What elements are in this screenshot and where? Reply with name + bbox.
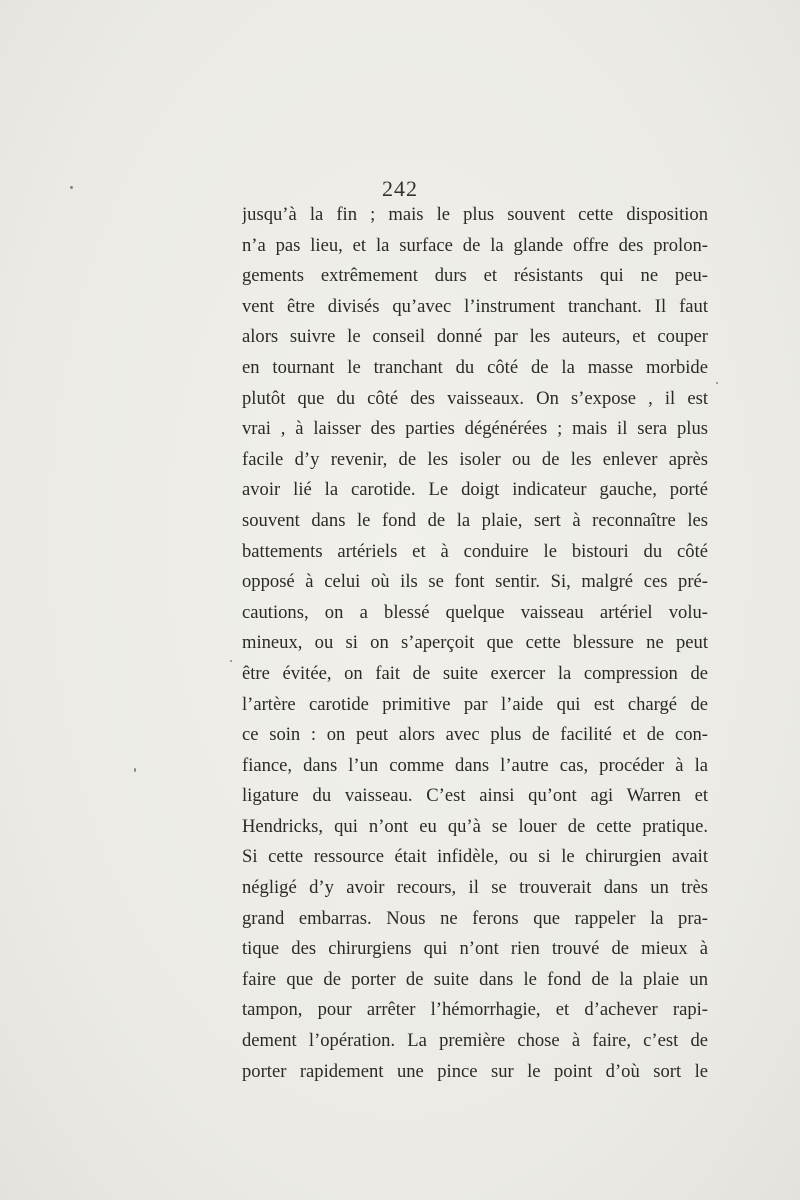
page-number: 242 bbox=[382, 176, 418, 201]
text-line: jusqu’à la fin ; mais le plus souvent cette disposition bbox=[242, 204, 708, 225]
text-line: mineux, ou si on s’aperçoit que cette blessure ne peut bbox=[242, 632, 708, 654]
text-line: grand embarras. Nous ne ferons que rappeler la pra- bbox=[242, 907, 708, 929]
text-line: porter rapidement une pince sur le point d’où sort le bbox=[242, 1060, 708, 1082]
paper-speck bbox=[716, 382, 718, 384]
text-line: alors suivre le conseil donné par les auteurs, et couper bbox=[242, 326, 708, 348]
text-line: négligé d’y avoir recours, il se trouverait dans un très bbox=[242, 877, 708, 899]
text-line: Si cette ressource était infidèle, ou si le chirurgien avait bbox=[242, 846, 708, 868]
text-line: tampon, pour arrêter l’hémorrhagie, et d’achever rapi- bbox=[242, 999, 708, 1021]
text-line: plutôt que du côté des vaisseaux. On s’expose , il est bbox=[242, 387, 708, 409]
text-line: être évitée, on fait de suite exercer la compression de bbox=[242, 662, 708, 684]
text-line: fiance, dans l’un comme dans l’autre cas, procéder à la bbox=[242, 754, 708, 776]
text-line: en tournant le tranchant du côté de la masse morbide bbox=[242, 356, 708, 378]
body-text bbox=[242, 200, 708, 1087]
text-line: cautions, on a blessé quelque vaisseau artériel volu- bbox=[242, 601, 708, 623]
text-line: gements extrêmement durs et résistants qui ne peu- bbox=[242, 265, 708, 287]
text-line: battements artériels et à conduire le bistouri du côté bbox=[242, 540, 708, 562]
text-line: vrai , à laisser des parties dégénérées ; mais il sera plus bbox=[242, 418, 708, 440]
text-line: n’a pas lieu, et la surface de la glande offre des prolon- bbox=[242, 234, 708, 256]
paper-speck bbox=[134, 768, 136, 772]
text-line: tique des chirurgiens qui n’ont rien trouvé de mieux à bbox=[242, 938, 708, 960]
text-line: avoir lié la carotide. Le doigt indicateur gauche, porté bbox=[242, 479, 708, 501]
text-line: facile d’y revenir, de les isoler ou de les enlever après bbox=[242, 448, 708, 470]
text-line: ce soin : on peut alors avec plus de facilité et de con- bbox=[242, 724, 708, 746]
text-line: dement l’opération. La première chose à faire, c’est de bbox=[242, 1030, 708, 1052]
text-line: Hendricks, qui n’ont eu qu’à se louer de cette pratique. bbox=[242, 815, 708, 837]
text-line: ligature du vaisseau. C’est ainsi qu’ont agi Warren et bbox=[242, 785, 708, 807]
text-line: l’artère carotide primitive par l’aide qui est chargé de bbox=[242, 693, 708, 715]
text-line: souvent dans le fond de la plaie, sert à reconnaître les bbox=[242, 509, 708, 531]
paper-speck bbox=[70, 186, 73, 189]
text-line: opposé à celui où ils se font sentir. Si, malgré ces pré- bbox=[242, 571, 708, 593]
text-line: vent être divisés qu’avec l’instrument tranchant. Il faut bbox=[242, 295, 708, 317]
text-line: faire que de porter de suite dans le fond de la plaie un bbox=[242, 968, 708, 990]
paper-speck bbox=[230, 660, 232, 662]
